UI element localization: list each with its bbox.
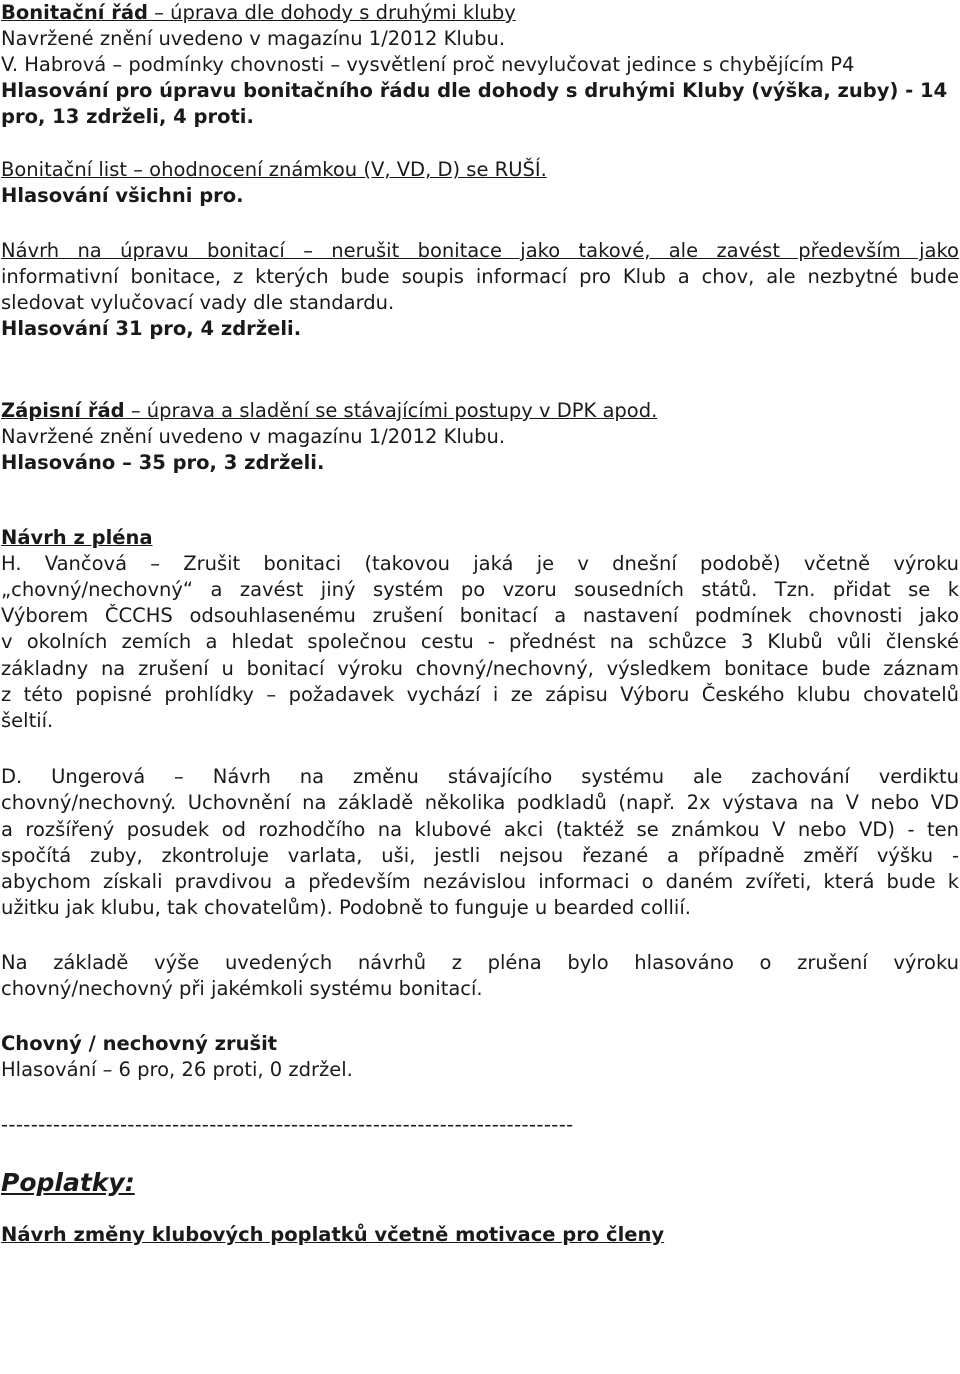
text-line: Navržené znění uvedeno v magazínu 1/2012 Klubu.: [1, 425, 506, 448]
section-bonitacni-rad: Bonitační řád – úprava dle dohody s druhými kluby: [1, 1, 516, 24]
heading-bonitacni-list: Bonitační list – ohodnocení známkou (V, VD, D) se RUŠÍ.: [1, 158, 547, 181]
vote-line: Hlasování 31 pro, 4 zdrželi.: [1, 317, 302, 340]
text-line: abychom získali pravdivou a především nezávislou informaci o daném zvířeti, která bude k: [1, 870, 959, 893]
text-line: V. Habrová – podmínky chovnosti – vysvětlení proč nevylučovat jedince s chybějícím P4: [1, 53, 855, 76]
text-line: šeltií.: [1, 709, 54, 732]
text-line: informativní bonitace, z kterých bude soupis informací pro Klub a chov, ale nezbytné bude: [1, 265, 959, 288]
text-line: užitku jak klubu, tak chovatelům). Podobně to funguje u bearded collií.: [1, 896, 691, 919]
text-line: [1, 238, 959, 264]
vote-line: pro, 13 zdrželi, 4 proti.: [1, 105, 254, 128]
text-line: z této popisné prohlídky – požadavek vychází i ze zápisu Výboru Českého klubu chovatelů: [1, 683, 959, 706]
section-zapisni-rad: Zápisní řád – úprava a sladění se stávajícími postupy v DPK apod.: [1, 399, 658, 422]
heading-zapisni-rad: Zápisní řád: [1, 399, 125, 422]
text-line: chovný/nechovný. Uchovnění na základě několika podkladů (např. 2x výstava na V nebo VD: [1, 791, 959, 814]
text-line: a rozšířený posudek od rozhodčího na klubové akci (taktéž se známkou V nebo VD) - ten: [1, 818, 959, 841]
text-line: Výborem ČCCHS odsouhlasenému zrušení bonitací a nastavení podmínek chovnosti jako: [1, 604, 959, 627]
heading-navrh-z-plena: Návrh z pléna: [1, 526, 153, 549]
vote-line: Hlasování – 6 pro, 26 proti, 0 zdržel.: [1, 1058, 353, 1081]
divider-line: -----------------------------------------------------------------------------: [1, 1113, 574, 1136]
text-line: základny na zrušení u bonitací výroku chovný/nechovný, výsledkem bonitace bude záznam: [1, 657, 959, 680]
vote-line: Hlasování pro úpravu bonitačního řádu dle dohody s druhými Kluby (výška, zuby) - 14: [1, 79, 948, 102]
text-line: Navržené znění uvedeno v magazínu 1/2012 Klubu.: [1, 27, 506, 50]
vote-line: Hlasování všichni pro.: [1, 184, 244, 207]
text-line: sledovat vylučovací vady dle standardu.: [1, 291, 395, 314]
text-line: Na základě výše uvedených návrhů z pléna bylo hlasováno o zrušení výroku: [1, 951, 959, 974]
text-line: D. Ungerová – Návrh na změnu stávajícího systému ale zachování verdiktu: [1, 765, 959, 788]
heading-bonitacni-rad: Bonitační řád: [1, 1, 148, 24]
text-line: [1, 157, 959, 183]
vote-line: Hlasováno – 35 pro, 3 zdrželi.: [1, 451, 325, 474]
text-line: spočítá zuby, zkontroluje varlata, uši, jestli nejsou řezané a případně změří výšku -: [1, 844, 959, 867]
heading-navrh-bonitaci: Návrh na úpravu bonitací – nerušit bonitace jako takové, ale zavést především jako: [1, 239, 959, 262]
text-line: H. Vančová – Zrušit bonitaci (takovou jaká je v dnešní podobě) včetně výroku: [1, 552, 959, 575]
text-line: „chovný/nechovný“ a zavést jiný systém po vzoru sousedních států. Tzn. přidat se k: [1, 578, 959, 601]
text-line: chovný/nechovný při jakémkoli systému bonitací.: [1, 977, 483, 1000]
decision-line: Chovný / nechovný zrušit: [1, 1032, 278, 1055]
text-line: v okolních zemích a hledat společnou cestu - přednést na schůzce 3 Klubů vůli členské: [1, 630, 959, 653]
heading-poplatky: Poplatky:: [1, 1168, 135, 1197]
heading-navrh-poplatku: Návrh změny klubových poplatků včetně motivace pro členy: [1, 1223, 665, 1246]
